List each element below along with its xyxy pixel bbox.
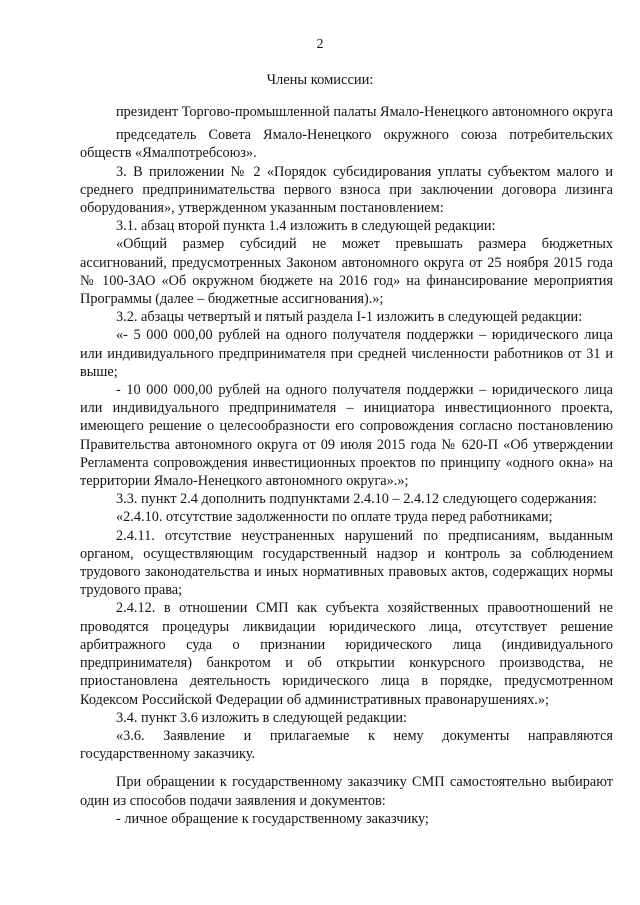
paragraph-item-3-4: 3.4. пункт 3.6 изложить в следующей редакции: (116, 709, 408, 726)
commission-members-heading: Члены комиссии: (266, 72, 374, 88)
paragraph-limit-10m: - 10 000 000,00 рублей на одного получателя поддержки – юридического лица или индивидуального предпринимателя – инициатора инвестиционного проекта, имеющего решение о целесообразности его сопровождения согласно постановлению Правительства автономного округа от 09 июля 2015 года № 620-П «Об утверждении Регламента сопровождения инвестиционных проектов по принципу «одного окна» на территории Ямало-Ненецкого автономного округа».»; (80, 382, 613, 490)
paragraph-personal-appeal: - личное обращение к государственному заказчику; (116, 810, 429, 827)
document-body (80, 103, 613, 828)
page-number: 2 (316, 37, 324, 52)
paragraph-item-3: 3. В приложении № 2 «Порядок субсидирования уплаты субъектом малого и среднего предпринимательства первого взноса при заключении договора лизинга оборудования», утвержденном указанным постановлением: (80, 163, 613, 217)
paragraph-item-3-6: «3.6. Заявление и прилагаемые к нему документы направляются государственному заказчику. (80, 727, 613, 763)
paragraph-subsidy-amount: «Общий размер субсидий не может превышать размера бюджетных ассигнований, предусмотренных Законом автономного округа от 25 ноября 2015 года № 100-ЗАО «Об окружном бюджете на 2016 год» на финансирование мероприятия Программы (далее – бюджетные ассигнования).»; (80, 236, 613, 308)
paragraph-item-3-2: 3.2. абзацы четвертый и пятый раздела I-1 изложить в следующей редакции: (116, 309, 583, 326)
paragraph-item-3-3: 3.3. пункт 2.4 дополнить подпунктами 2.4.10 – 2.4.12 следующего содержания: (116, 491, 597, 508)
paragraph-chamber-president: президент Торгово-промышленной палаты Ямало-Ненецкого автономного округа (116, 104, 613, 120)
paragraph-submission-methods: При обращении к государственному заказчику СМП самостоятельно выбирают один из способов подачи заявления и документов: (80, 774, 613, 809)
paragraph-subitem-2-4-10: «2.4.10. отсутствие задолженности по оплате труда перед работниками; (116, 509, 553, 526)
paragraph-union-chairman: председатель Совета Ямало-Ненецкого окружного союза потребительских обществ «Ямалпотребсоюз». (80, 127, 613, 162)
paragraph-item-3-1: 3.1. абзац второй пункта 1.4 изложить в следующей редакции: (116, 218, 496, 235)
paragraph-subitem-2-4-11: 2.4.11. отсутствие неустраненных нарушений по предписаниям, выданным органом, осуществляющим государственный надзор и контроль за соблюдением трудового законодательства и иных нормативных правовых актов, содержащих нормы трудового права; (80, 527, 613, 599)
paragraph-subitem-2-4-12: 2.4.12. в отношении СМП как субъекта хозяйственных правоотношений не проводятся процедуры ликвидации юридического лица, отсутствует решение арбитражного суда о признании юридического лица (индивидуального предпринимателя) банкротом и об открытии конкурсного производства, не приостановлена деятельность юридического лица в порядке, предусмотренном Кодексом Российской Федерации об административных правонарушениях.»; (80, 600, 613, 708)
paragraph-limit-5m: «- 5 000 000,00 рублей на одного получателя поддержки – юридического лица или индивидуального предпринимателя при средней численности работников от 31 и выше; (80, 327, 613, 380)
